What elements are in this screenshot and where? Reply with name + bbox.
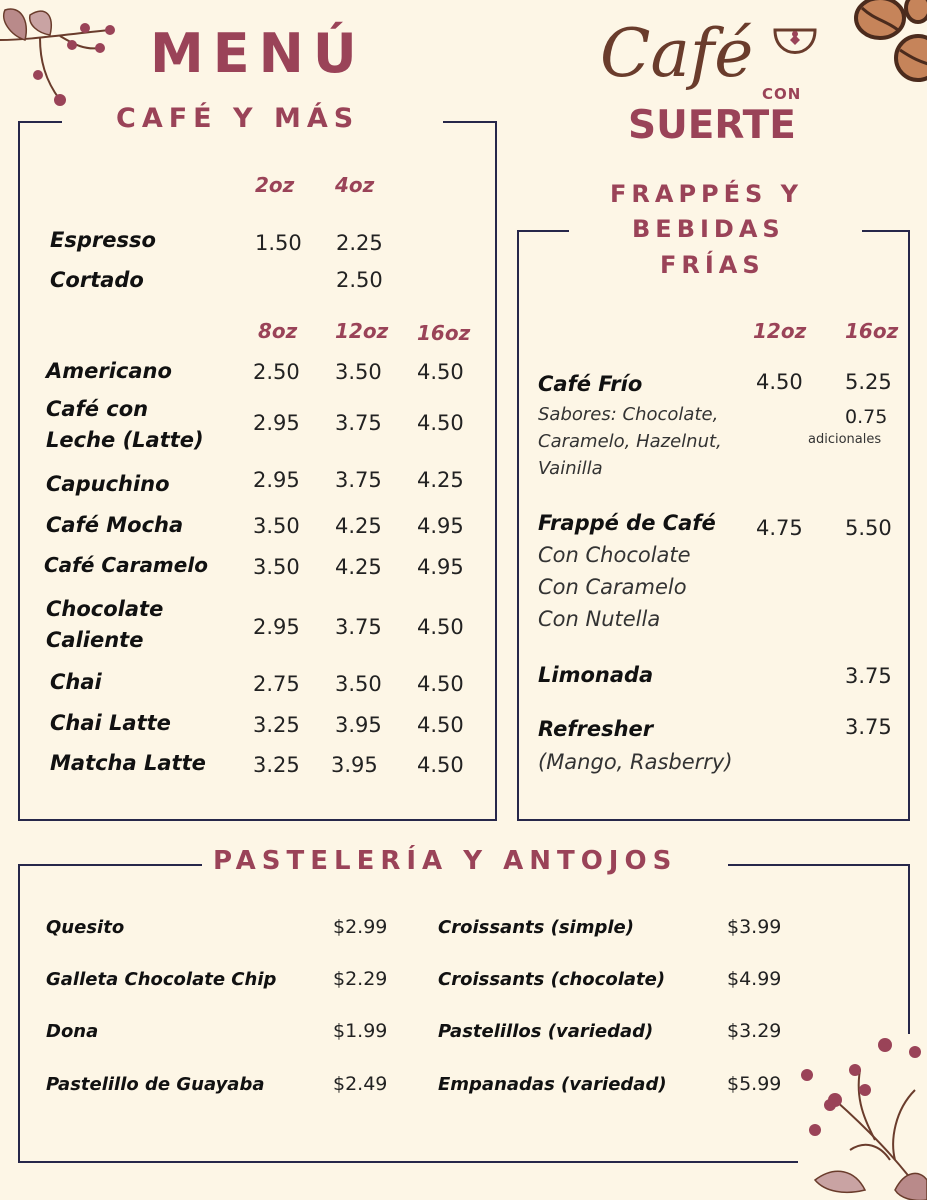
price-capuchino-8oz: 2.95	[253, 468, 300, 492]
price-frappe-12oz: 4.75	[756, 516, 803, 540]
frappe-option-nutella: Con Nutella	[538, 607, 661, 631]
menu-item-frappe-de-cafe: Frappé de Café	[538, 511, 716, 535]
price-espresso-2oz: 1.50	[255, 231, 302, 255]
cafe-section-title: CAFÉ Y MÁS	[116, 103, 360, 134]
menu-item-matcha-latte: Matcha Latte	[50, 751, 206, 775]
frappe-options	[538, 539, 691, 635]
menu-item-cafe-frio: Café Frío	[538, 372, 643, 396]
size-header-12oz: 12oz	[335, 319, 389, 343]
price-chai-16oz: 4.50	[417, 672, 464, 696]
frappe-section-title-line1: FRAPPÉS Y	[610, 180, 804, 208]
size-header-8oz: 8oz	[258, 319, 298, 343]
pastry-price-croissant-simple: $3.99	[727, 916, 782, 938]
frappe-option-chocolate: Con Chocolate	[538, 543, 691, 567]
pastry-item-empanadas: Empanadas (variedad)	[438, 1074, 667, 1095]
menu-item-chocolate-caliente-line1: Chocolate	[46, 597, 164, 621]
menu-item-cafe-con-leche-line2: Leche (Latte)	[46, 428, 204, 452]
pastry-price-galleta: $2.29	[333, 968, 388, 990]
menu-item-cafe-caramelo: Café Caramelo	[44, 553, 208, 577]
menu-item-capuchino: Capuchino	[46, 472, 170, 496]
price-chocolate-8oz: 2.95	[253, 615, 300, 639]
size-header-4oz: 4oz	[335, 173, 375, 197]
menu-item-cortado: Cortado	[50, 268, 144, 292]
berry-branch-top-left-decoration	[0, 0, 130, 115]
price-mocha-12oz: 4.25	[335, 514, 382, 538]
pastry-item-croissant-simple: Croissants (simple)	[438, 917, 634, 938]
price-americano-8oz: 2.50	[253, 360, 300, 384]
price-chai-latte-16oz: 4.50	[417, 713, 464, 737]
frappe-section-title-line2: BEBIDAS	[632, 215, 785, 243]
size-header-16oz: 16oz	[417, 321, 471, 345]
frappe-size-16oz: 16oz	[845, 319, 899, 343]
price-chocolate-12oz: 3.75	[335, 615, 382, 639]
frappe-section-title-line3: FRÍAS	[660, 251, 765, 279]
pastry-price-dona: $1.99	[333, 1020, 388, 1042]
berry-branch-bottom-right-decoration	[795, 1030, 927, 1200]
menu-item-refresher: Refresher	[538, 717, 654, 741]
menu-item-cafe-mocha: Café Mocha	[46, 513, 184, 537]
pastry-item-dona: Dona	[46, 1021, 99, 1042]
pastry-price-empanadas: $5.99	[727, 1073, 782, 1095]
logo-cafe-text: Café	[600, 15, 754, 92]
price-americano-12oz: 3.50	[335, 360, 382, 384]
price-refresher: 3.75	[845, 715, 892, 739]
pastry-price-quesito: $2.99	[333, 916, 388, 938]
price-caramelo-16oz: 4.95	[417, 555, 464, 579]
price-chai-latte-8oz: 3.25	[253, 713, 300, 737]
frappe-option-caramelo: Con Caramelo	[538, 575, 687, 599]
price-chai-8oz: 2.75	[253, 672, 300, 696]
price-mocha-16oz: 4.95	[417, 514, 464, 538]
frappe-size-12oz: 12oz	[753, 319, 807, 343]
pastry-item-pastelillo-guayaba: Pastelillo de Guayaba	[46, 1074, 265, 1095]
menu-item-espresso: Espresso	[50, 228, 156, 252]
coffee-cup-icon	[770, 20, 820, 65]
cafe-con-suerte-logo	[600, 15, 825, 155]
price-cortado-4oz: 2.50	[336, 268, 383, 292]
menu-item-cafe-con-leche-line1: Café con	[46, 397, 149, 421]
price-latte-16oz: 4.50	[417, 411, 464, 435]
pastry-item-pastelillos: Pastelillos (variedad)	[438, 1021, 654, 1042]
menu-item-limonada: Limonada	[538, 663, 654, 687]
menu-item-chocolate-caliente-line2: Caliente	[46, 628, 144, 652]
price-mocha-8oz: 3.50	[253, 514, 300, 538]
size-header-2oz: 2oz	[255, 173, 295, 197]
price-matcha-8oz: 3.25	[253, 753, 300, 777]
menu-title: MENÚ	[150, 22, 366, 85]
price-cafe-frio-12oz: 4.50	[756, 370, 803, 394]
menu-item-chocolate-caliente	[46, 594, 163, 656]
pastry-item-quesito: Quesito	[46, 917, 125, 938]
price-frappe-16oz: 5.50	[845, 516, 892, 540]
price-chai-12oz: 3.50	[335, 672, 382, 696]
pastry-section-title: PASTELERÍA Y ANTOJOS	[213, 846, 678, 876]
logo-suerte-text: SUERTE	[628, 103, 796, 148]
menu-item-cafe-con-leche	[46, 394, 204, 456]
price-latte-8oz: 2.95	[253, 411, 300, 435]
price-limonada: 3.75	[845, 664, 892, 688]
flavor-extra-label: adicionales	[808, 432, 882, 447]
pastry-price-pastelillo-guayaba: $2.49	[333, 1073, 388, 1095]
price-chai-latte-12oz: 3.95	[335, 713, 382, 737]
price-capuchino-16oz: 4.25	[417, 468, 464, 492]
price-matcha-16oz: 4.50	[417, 753, 464, 777]
price-cafe-frio-16oz: 5.25	[845, 370, 892, 394]
price-matcha-12oz: 3.95	[331, 753, 378, 777]
coffee-beans-decoration	[840, 0, 927, 85]
menu-item-americano: Americano	[46, 359, 172, 383]
pastry-price-pastelillos: $3.29	[727, 1020, 782, 1042]
menu-item-chai: Chai	[50, 670, 102, 694]
price-chocolate-16oz: 4.50	[417, 615, 464, 639]
price-americano-16oz: 4.50	[417, 360, 464, 384]
pastry-item-croissant-chocolate: Croissants (chocolate)	[438, 969, 666, 990]
flavor-extra-price: 0.75	[845, 406, 888, 428]
price-capuchino-12oz: 3.75	[335, 468, 382, 492]
pastry-item-galleta: Galleta Chocolate Chip	[46, 969, 277, 990]
price-espresso-4oz: 2.25	[336, 231, 383, 255]
price-caramelo-12oz: 4.25	[335, 555, 382, 579]
pastry-price-croissant-chocolate: $4.99	[727, 968, 782, 990]
cafe-frio-flavors: Sabores: Chocolate, Caramelo, Hazelnut, Vainilla	[538, 404, 722, 479]
price-latte-12oz: 3.75	[335, 411, 382, 435]
price-caramelo-8oz: 3.50	[253, 555, 300, 579]
refresher-flavors: (Mango, Rasberry)	[538, 750, 733, 774]
logo-con-text: CON	[762, 85, 802, 103]
menu-item-chai-latte: Chai Latte	[50, 711, 171, 735]
